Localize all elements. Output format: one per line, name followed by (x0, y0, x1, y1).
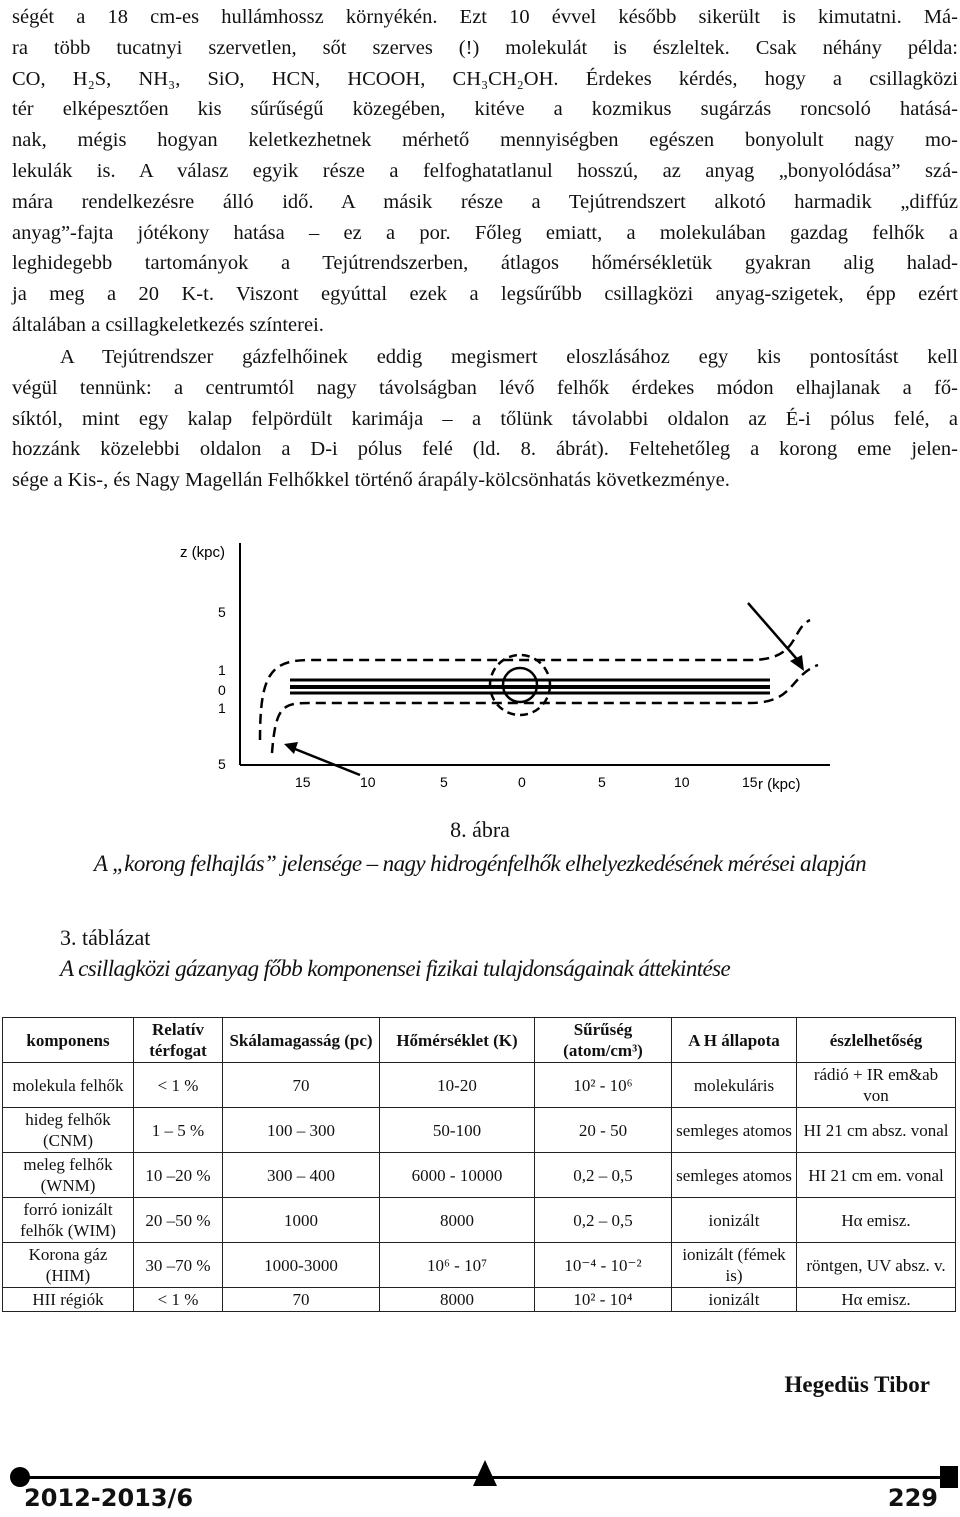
body-paragraph-1 (12, 2, 958, 341)
table-cell: 70 (223, 1063, 380, 1108)
lower-dashed-contour (272, 665, 818, 753)
text-line: CO, H₂S, NH₃, SiO, HCN, HCOOH, CH₃CH₂OH. Érdekes kérdés, hogy a csillagközi (12, 67, 958, 90)
table-cell: HI 21 cm em. vonal (797, 1153, 956, 1198)
table-row (3, 1063, 956, 1108)
table-cell: semleges atomos (672, 1108, 797, 1153)
table-cell: 50-100 (380, 1108, 535, 1153)
text-line: A Tejútrendszer gázfelhőinek eddig megismert eloszlásához egy kis pontosítást kell (60, 346, 958, 368)
table-cell: < 1 % (134, 1063, 223, 1108)
table-cell: 10⁻⁴ - 10⁻² (535, 1243, 672, 1288)
table-cell: 6000 - 10000 (380, 1153, 535, 1198)
table-header: Relatív térfogat (134, 1018, 223, 1063)
table-row (3, 1153, 956, 1198)
table-cell: 8000 (380, 1198, 535, 1243)
table-cell: Korona gáz (HIM) (3, 1243, 134, 1288)
table-row (3, 1243, 956, 1288)
text-line: ja meg a 20 K-t. Viszont egyúttal ezek a legsűrűbb csillagközi anyag-szigetek, épp ezért (12, 283, 958, 306)
gas-components-table (2, 1017, 956, 1312)
table-cell: 30 –70 % (134, 1243, 223, 1288)
table-row (3, 1108, 956, 1153)
r-tick-label: 0 (518, 774, 526, 790)
table-header: Hőmérséklet (K) (380, 1018, 535, 1063)
disk-warp-figure (180, 525, 830, 810)
table-header: Sűrűség (atom/cm³) (535, 1018, 672, 1063)
page-number: 229 (887, 1484, 938, 1512)
table-cell: semleges atomos (672, 1153, 797, 1198)
table-cell: 20 - 50 (535, 1108, 672, 1153)
table-cell: meleg felhők (WNM) (3, 1153, 134, 1198)
text-line: ségét a 18 cm-es hullámhossz környékén. Ezt 10 évvel később sikerült is kimutatni. Má- (12, 6, 958, 28)
table-cell: forró ionizált felhők (WIM) (3, 1198, 134, 1243)
table-cell: 1000-3000 (223, 1243, 380, 1288)
text-line: nak, mégis hogyan keletkezhetnek mérhető mennyiségben egészen bonyolult nagy mo- (12, 129, 958, 152)
table-cell: rádió + IR em&ab von (797, 1063, 956, 1108)
text-line: sége a Kis-, és Nagy Magellán Felhőkkel történő árapály-kölcsönhatás következménye. (12, 469, 730, 492)
text-line: lekulák is. A válasz egyik része a felfoghatatlanul hosszú, az anyag „bonyolódása” szá- (12, 159, 958, 182)
arrowhead-icon (284, 742, 298, 754)
r-tick-label: 5 (598, 774, 606, 790)
table-row (3, 1198, 956, 1243)
z-tick-label: 5 (218, 604, 226, 620)
r-tick-label: 15 (295, 774, 311, 790)
z-tick-label: 1 (218, 700, 226, 716)
table-header: A H állapota (672, 1018, 797, 1063)
table-cell: Hα emisz. (797, 1198, 956, 1243)
table-cell: ionizált (672, 1288, 797, 1312)
text-line: végül tennünk: a centrumtól nagy távolságban lévő felhők érdekes módon elhajlanak a fő- (12, 376, 958, 399)
table-cell: 0,2 – 0,5 (535, 1153, 672, 1198)
table-cell: HII régiók (3, 1288, 134, 1312)
table-cell: 70 (223, 1288, 380, 1312)
table-header: észlelhetőség (797, 1018, 956, 1063)
body-paragraph-2 (12, 342, 958, 496)
author-name: Hegedüs Tibor (784, 1372, 930, 1397)
table-cell: 0,2 – 0,5 (535, 1198, 672, 1243)
r-tick-label: 15 (742, 774, 758, 790)
text-line: mára rendelkezésre álló idő. A másik része a Tejútrendszert alkotó harmadik „diffúz (12, 190, 958, 213)
table-header-row (3, 1018, 956, 1063)
table-cell: < 1 % (134, 1288, 223, 1312)
table-cell: 1 – 5 % (134, 1108, 223, 1153)
text-line: anyag”-fajta jótékony hatása – ez a por. Főleg emiatt, a molekulában gazdag felhők a (12, 221, 958, 244)
figure-caption: A „korong felhajlás” jelensége – nagy hidrogénfelhők elhelyezkedésének mérései alapján (93, 851, 867, 876)
table-cell: 10² - 10⁶ (535, 1063, 672, 1108)
table-cell: 10⁶ - 10⁷ (380, 1243, 535, 1288)
table-number: 3. táblázat (60, 925, 151, 950)
z-axis-label: z (kpc) (180, 544, 225, 561)
table-cell: molekula felhők (3, 1063, 134, 1108)
table-cell: 20 –50 % (134, 1198, 223, 1243)
figure-number: 8. ábra (450, 817, 510, 842)
text-line: általában a csillagkeletkezés színterei. (12, 313, 324, 336)
table-cell: 100 – 300 (223, 1108, 380, 1153)
text-line: tér elképesztően kis sűrűségű közegében, kitéve a kozmikus sugárzás roncsoló hatásá- (12, 98, 958, 121)
r-axis-label: r (kpc) (758, 776, 801, 793)
text-line: hozzánk közelebbi oldalon a D-i pólus felé (ld. 8. ábrát). Feltehetőleg a korong eme jelen- (12, 438, 958, 461)
r-tick-label: 5 (440, 774, 448, 790)
table-cell: 10-20 (380, 1063, 535, 1108)
warp-down-arrow (290, 747, 360, 775)
text-line: leghidegebb tartományok a Tejútrendszerben, átlagos hőmérsékletük gyakran alig halad- (12, 252, 958, 275)
table-caption: A csillagközi gázanyag főbb komponensei fizikai tulajdonságainak áttekintése (60, 956, 731, 981)
table-header: komponens (3, 1018, 134, 1063)
z-tick-label: 5 (218, 756, 226, 772)
r-tick-label: 10 (674, 774, 690, 790)
text-line: ra több tucatnyi szervetlen, sőt szerves (!) molekulát is észleltek. Csak néhány példa: (12, 36, 958, 59)
table-cell: 1000 (223, 1198, 380, 1243)
text-line: síktól, mint egy kalap felpördült karimája – a tőlünk távolabbi oldalon az É-i pólus felé, a (12, 407, 958, 430)
table-cell: 10 –20 % (134, 1153, 223, 1198)
table-cell: röntgen, UV absz. v. (797, 1243, 956, 1288)
z-tick-label: 1 (218, 662, 226, 678)
table-cell: molekuláris (672, 1063, 797, 1108)
table-cell: 10² - 10⁴ (535, 1288, 672, 1312)
table-row (3, 1288, 956, 1312)
table-header: Skálamagasság (pc) (223, 1018, 380, 1063)
table-cell: 300 – 400 (223, 1153, 380, 1198)
table-cell: hideg felhők (CNM) (3, 1108, 134, 1153)
table-cell: 8000 (380, 1288, 535, 1312)
table-cell: Hα emisz. (797, 1288, 956, 1312)
table-cell: HI 21 cm absz. vonal (797, 1108, 956, 1153)
table-cell: ionizált (fémek is) (672, 1243, 797, 1288)
z-tick-label: 0 (218, 682, 226, 698)
issue-number: 2012-2013/6 (24, 1484, 194, 1512)
table-cell: ionizált (672, 1198, 797, 1243)
r-tick-label: 10 (360, 774, 376, 790)
square-icon (940, 1466, 958, 1488)
triangle-icon (473, 1460, 497, 1486)
